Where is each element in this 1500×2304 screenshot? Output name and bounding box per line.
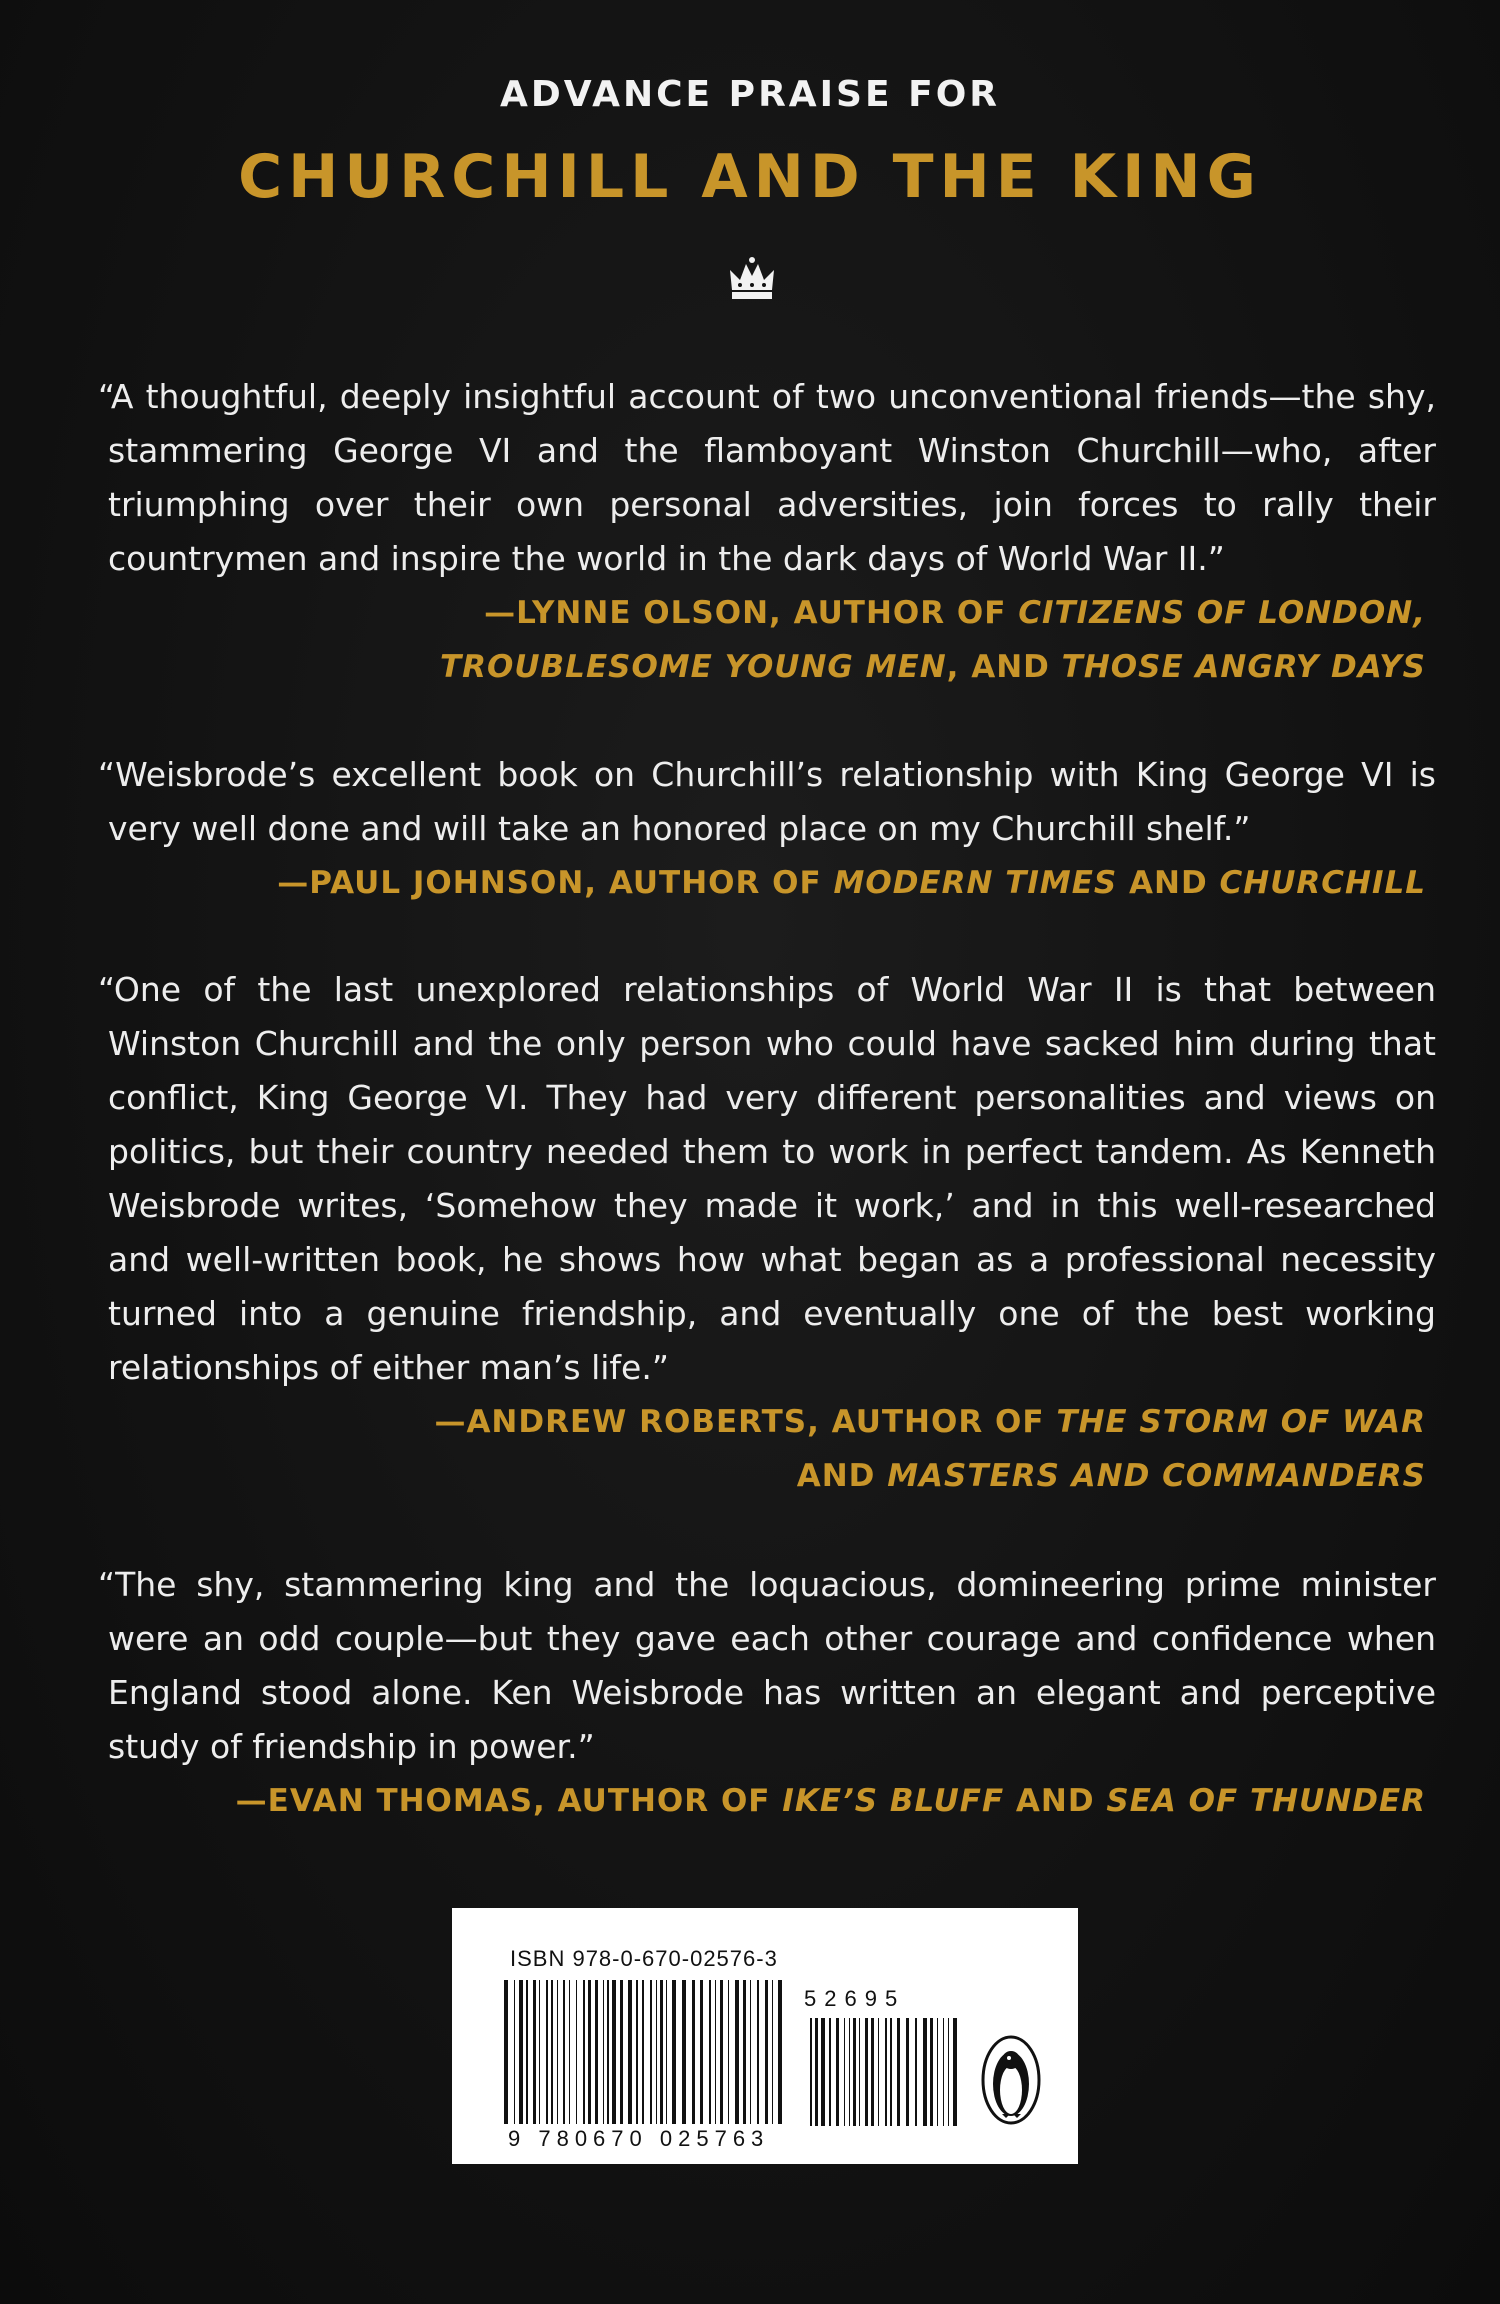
praise-attribution: —LYNNE OLSON, AUTHOR OF CITIZENS OF LONDON, TROUBLESOME YOUNG MEN, AND THOSE ANGRY DAYS — [440, 595, 1426, 685]
barcode-bar — [757, 1980, 759, 2124]
barcode-bar — [656, 1980, 657, 2124]
eyebrow-heading: ADVANCE PRAISE FOR — [499, 74, 1001, 115]
barcode-bar — [539, 1980, 540, 2124]
praise-block-1 — [96, 370, 1436, 694]
barcode-bar — [890, 2018, 892, 2126]
barcode-bar — [778, 1980, 782, 2124]
praise-quote: “The shy, stammering king and the loquacious, domineering prime minister were an odd couple—but they gave each other courage and confidence when England stood alone. Ken Weisbrode has written an elegant and perceptive study of friendship in power.” — [98, 1565, 1436, 1766]
barcode-bar — [607, 1980, 609, 2124]
praise-block-3 — [96, 963, 1436, 1503]
barcode-bar — [576, 1980, 577, 2124]
addon-digits: 52695 — [804, 1986, 906, 2011]
barcode-bar — [849, 2018, 850, 2126]
barcode-bar — [815, 2018, 818, 2126]
barcode-bar — [588, 1980, 591, 2124]
barcode-bar — [885, 2018, 887, 2126]
praise-block-4 — [96, 1558, 1436, 1828]
barcode-panel — [452, 1908, 1078, 2164]
barcode-bar — [595, 1980, 598, 2124]
barcode-bar — [930, 2018, 933, 2126]
barcode-bar — [514, 1980, 515, 2124]
barcode-bar — [551, 1980, 553, 2124]
barcode-bar — [666, 1980, 667, 2124]
barcode-bar — [504, 1980, 508, 2124]
barcode-bar — [953, 2018, 957, 2126]
barcode-bar — [715, 1980, 716, 2124]
barcode-bar — [682, 1980, 686, 2124]
barcode-bar — [519, 1980, 523, 2124]
barcode-bar — [836, 2018, 839, 2126]
barcode-bar — [650, 1980, 652, 2124]
praise-quote: “Weisbrode’s excellent book on Churchill’s relationship with King George VI is very well done and will take an honored place on my Churchill shelf.” — [98, 755, 1436, 848]
barcode-bar — [720, 1980, 723, 2124]
barcode-bar — [915, 2018, 917, 2126]
barcode-bar — [557, 1980, 558, 2124]
ean-digits: 9 780670 025763 — [508, 2126, 770, 2151]
barcode-bar — [871, 2018, 874, 2126]
penguin-icon — [980, 2034, 1042, 2126]
barcode-bar — [692, 1980, 695, 2124]
barcode-bar — [672, 1980, 676, 2124]
praise-attribution: —EVAN THOMAS, AUTHOR OF IKE’S BLUFF AND SEA OF THUNDER — [235, 1783, 1426, 1819]
barcode-bar — [620, 1980, 623, 2124]
crown-icon — [724, 252, 780, 308]
barcode-bar — [897, 2018, 900, 2126]
barcode-bar — [750, 1980, 751, 2124]
barcode-bar — [612, 1980, 616, 2124]
isbn-label: ISBN 978-0-670-02576-3 — [510, 1946, 778, 1971]
barcode-bar — [526, 1980, 528, 2124]
ean-barcode — [502, 1980, 788, 2124]
barcode-bar — [660, 1980, 663, 2124]
barcode-bar — [642, 1980, 644, 2124]
barcode-bar — [709, 1980, 711, 2124]
barcode-bar — [583, 1980, 585, 2124]
barcode-bar — [569, 1980, 570, 2124]
barcode-bar — [603, 1980, 604, 2124]
praise-quote: “A thoughtful, deeply insightful account of two unconventional friends—the shy, stammering George VI and the flamboyant Winston Churchill—who, after triumphing over their own personal adversities, join forces to rally their countrymen and inspire the world in the dark days of World War II.” — [98, 377, 1436, 578]
barcode-bar — [853, 2018, 856, 2126]
praise-quote: “One of the last unexplored relationships of World War II is that between Winston Churchill and the only person who could have sacked him during that conflict, King George VI. They had very different personalities and views on politics, but their country needed them to work in perfect tandem. As Kenneth Weisbrode writes, ‘Somehow they made it work,’ and in this well-researched and well-written book, he shows how what began as a professional necessity turned into a genuine friendship, and eventually one of the best working relationships of either man’s life.” — [98, 970, 1436, 1387]
barcode-bar — [943, 2018, 944, 2126]
barcode-bar — [563, 1980, 565, 2124]
praise-block-2 — [96, 748, 1436, 910]
barcode-bar — [906, 2018, 909, 2126]
book-title: CHURCHILL AND THE KING — [238, 142, 1262, 212]
barcode-bar — [878, 2018, 879, 2126]
barcode-bar — [636, 1980, 638, 2124]
barcode-bar — [546, 1980, 548, 2124]
barcode-bar — [772, 1980, 773, 2124]
addon-barcode — [808, 2018, 958, 2126]
barcode-bar — [923, 2018, 927, 2126]
barcode-bar — [865, 2018, 868, 2126]
barcode-bar — [728, 1980, 729, 2124]
barcode-bar — [765, 1980, 768, 2124]
barcode-bar — [533, 1980, 536, 2124]
barcode-bar — [628, 1980, 632, 2124]
barcode-bar — [948, 2018, 949, 2126]
barcode-bar — [810, 2018, 812, 2126]
barcode-bar — [859, 2018, 860, 2126]
praise-attribution: —PAUL JOHNSON, AUTHOR OF MODERN TIMES AND CHURCHILL — [277, 865, 1426, 901]
barcode-bar — [937, 2018, 938, 2126]
barcode-bar — [844, 2018, 845, 2126]
barcode-bar — [735, 1980, 739, 2124]
barcode-bar — [829, 2018, 831, 2126]
barcode-bar — [821, 2018, 825, 2126]
barcode-bar — [743, 1980, 746, 2124]
barcode-bar — [700, 1980, 703, 2124]
praise-attribution: —ANDREW ROBERTS, AUTHOR OF THE STORM OF WAR AND MASTERS AND COMMANDERS — [434, 1404, 1426, 1494]
